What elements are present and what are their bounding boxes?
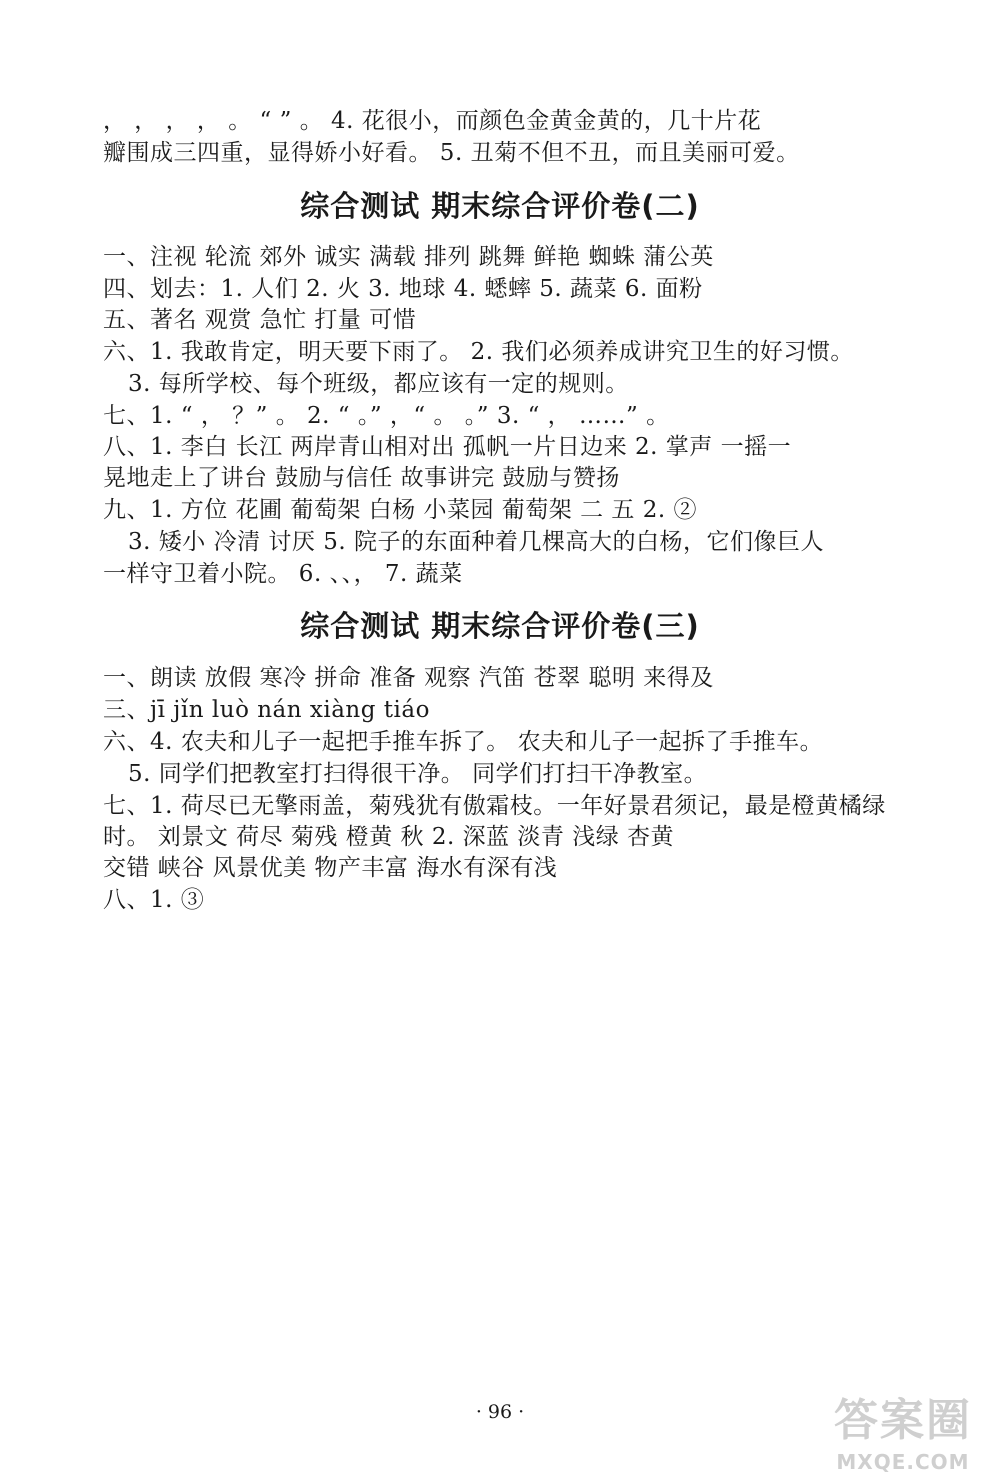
section-heading: 综合测试 期末综合评价卷(三) <box>300 609 700 643</box>
text-line: 3. 矮小 冷清 讨厌 5. 院子的东面种着几棵高大的白杨，它们像巨人 <box>128 529 824 555</box>
text-line: 八、1. 李白 长江 两岸青山相对出 孤帆一片日边来 2. 掌声 一摇一 <box>103 434 792 460</box>
text-line: 交错 峡谷 风景优美 物产丰富 海水有深有浅 <box>103 855 558 881</box>
text-line: 七、1. “ ， ？” 。 2. “ 。” ，“ 。 。” 3. “ ， ……” 。 <box>103 403 670 429</box>
text-line: 九、1. 方位 花圃 葡萄架 白杨 小菜园 葡萄架 二 五 2. ② <box>103 497 697 523</box>
text-line: 一样守卫着小院。 6. 、、， 7. 蔬菜 <box>103 561 463 587</box>
text-line: 八、1. ③ <box>103 887 205 913</box>
section-heading: 综合测试 期末综合评价卷(二) <box>300 189 700 223</box>
text-line: 晃地走上了讲台 鼓励与信任 故事讲完 鼓励与赞扬 <box>103 465 620 491</box>
text-line: 六、4. 农夫和儿子一起把手推车拆了。 农夫和儿子一起拆了手推车。 <box>103 729 824 755</box>
text-line: 七、1. 荷尽已无擎雨盖，菊残犹有傲霜枝。一年好景君须记，最是橙黄橘绿 <box>103 793 886 819</box>
text-line: ， ， ， ， 。 “ ” 。 4. 花很小，而颜色金黄金黄的，几十片花 <box>103 108 762 134</box>
text-line: 四、划去：1. 人们 2. 火 3. 地球 4. 蟋蟀 5. 蔬菜 6. 面粉 <box>103 276 703 302</box>
watermark-logo <box>812 1395 994 1477</box>
text-line: 五、著名 观赏 急忙 打量 可惜 <box>103 307 417 333</box>
page-number: · 96 · <box>475 1401 525 1423</box>
text-line: 3. 每所学校、每个班级，都应该有一定的规则。 <box>128 371 629 397</box>
watermark-logo-text: 答案圈 <box>834 1395 972 1446</box>
watermark-url: MXQE.COM <box>836 1450 970 1474</box>
text-line: 5. 同学们把教室打扫得很干净。 同学们打扫干净教室。 <box>128 761 708 787</box>
text-line: 一、朗读 放假 寒冷 拼命 准备 观察 汽笛 苍翠 聪明 来得及 <box>103 665 714 691</box>
text-line: 时。 刘景文 荷尽 菊残 橙黄 秋 2. 深蓝 淡青 浅绿 杏黄 <box>103 824 675 850</box>
text-line: 一、注视 轮流 郊外 诚实 满载 排列 跳舞 鲜艳 蜘蛛 蒲公英 <box>103 244 714 270</box>
text-line: 瓣围成三四重，显得娇小好看。 5. 丑菊不但不丑，而且美丽可爱。 <box>103 140 800 166</box>
text-line: 三、jī jǐn luò nán xiàng tiáo <box>103 697 430 723</box>
text-line: 六、1. 我敢肯定，明天要下雨了。 2. 我们必须养成讲究卫生的好习惯。 <box>103 339 854 365</box>
